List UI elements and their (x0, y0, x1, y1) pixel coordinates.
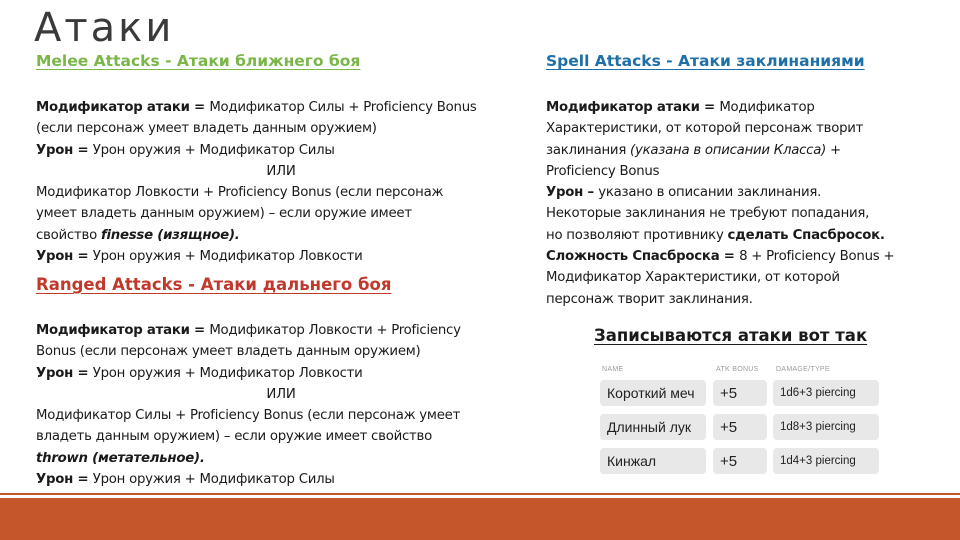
atk-bonus: +5 (713, 448, 767, 474)
melee-line: Модификатор Ловкости + Proficiency Bonus (если персонаж (36, 185, 444, 201)
atk-bonus: +5 (713, 414, 767, 440)
weapon-name: Длинный лук (600, 414, 706, 440)
melee-line: Модификатор атаки = Модификатор Силы + Proficiency Bonus (36, 100, 477, 115)
spell-line: но позволяют противнику сделать Спасбросок. (546, 227, 885, 243)
damage-type: 1d6+3 piercing (773, 380, 879, 406)
melee-line: (если персонаж умеет владеть данным оружием) (36, 121, 377, 137)
example-caption: Записываются атаки вот так (594, 326, 868, 345)
ranged-rules (36, 320, 526, 490)
spell-line: Модификатор атаки = Модификатор (546, 100, 815, 115)
melee-heading: Melee Attacks - Атаки ближнего боя (36, 52, 361, 70)
spell-rules (546, 97, 926, 310)
damage-type: 1d4+3 piercing (773, 448, 879, 474)
ranged-line: thrown (метательное). (36, 450, 205, 466)
footer-divider (0, 493, 960, 495)
column-header-damage: DAMAGE/TYPE (776, 366, 830, 373)
weapon-name: Короткий меч (600, 380, 706, 406)
ranged-or: ИЛИ (266, 386, 296, 402)
atk-bonus: +5 (713, 380, 767, 406)
melee-line: Урон = Урон оружия + Модификатор Ловкости (36, 249, 363, 265)
spell-line: Некоторые заклинания не требуют попадания, (546, 206, 870, 222)
melee-rules (36, 97, 526, 267)
ranged-heading: Ranged Attacks - Атаки дальнего боя (36, 275, 392, 294)
ranged-line: Урон = Урон оружия + Модификатор Ловкости (36, 365, 363, 381)
ranged-line: владеть данным оружием) – если оружие имеет свойство (36, 429, 433, 445)
spell-line: Урон – указано в описании заклинания. (546, 185, 822, 201)
attacks-table (596, 360, 896, 480)
damage-type: 1d8+3 piercing (773, 414, 879, 440)
weapon-name: Кинжал (600, 448, 706, 474)
spell-line: Proficiency Bonus (546, 163, 660, 179)
melee-line: умеет владеть данным оружием) – если оружие имеет (36, 206, 412, 222)
ranged-line: Модификатор Силы + Proficiency Bonus (если персонаж умеет (36, 408, 461, 424)
ranged-line: Bonus (если персонаж умеет владеть данным оружием) (36, 344, 421, 360)
spell-line: Сложность Спасброска = 8 + Proficiency Bonus + (546, 249, 895, 265)
spell-line: Модификатор Характеристики, от которой (546, 270, 840, 286)
spell-line: заклинания (указана в описании Класса) + (546, 142, 841, 158)
ranged-line: Модификатор атаки = Модификатор Ловкости + Proficiency (36, 323, 461, 338)
column-header-atk-bonus: ATK BONUS (716, 366, 759, 373)
spell-line: персонаж творит заклинания. (546, 291, 753, 307)
column-header-name: NAME (602, 366, 624, 373)
spell-heading: Spell Attacks - Атаки заклинаниями (546, 52, 865, 70)
footer-bar (0, 498, 960, 540)
ranged-line: Урон = Урон оружия + Модификатор Силы (36, 472, 335, 488)
melee-line: Урон = Урон оружия + Модификатор Силы (36, 142, 335, 158)
page-title: Атаки (34, 5, 175, 51)
spell-line: Характеристики, от которой персонаж творит (546, 121, 864, 137)
melee-line: свойство finesse (изящное). (36, 227, 240, 243)
melee-or: ИЛИ (266, 163, 296, 179)
